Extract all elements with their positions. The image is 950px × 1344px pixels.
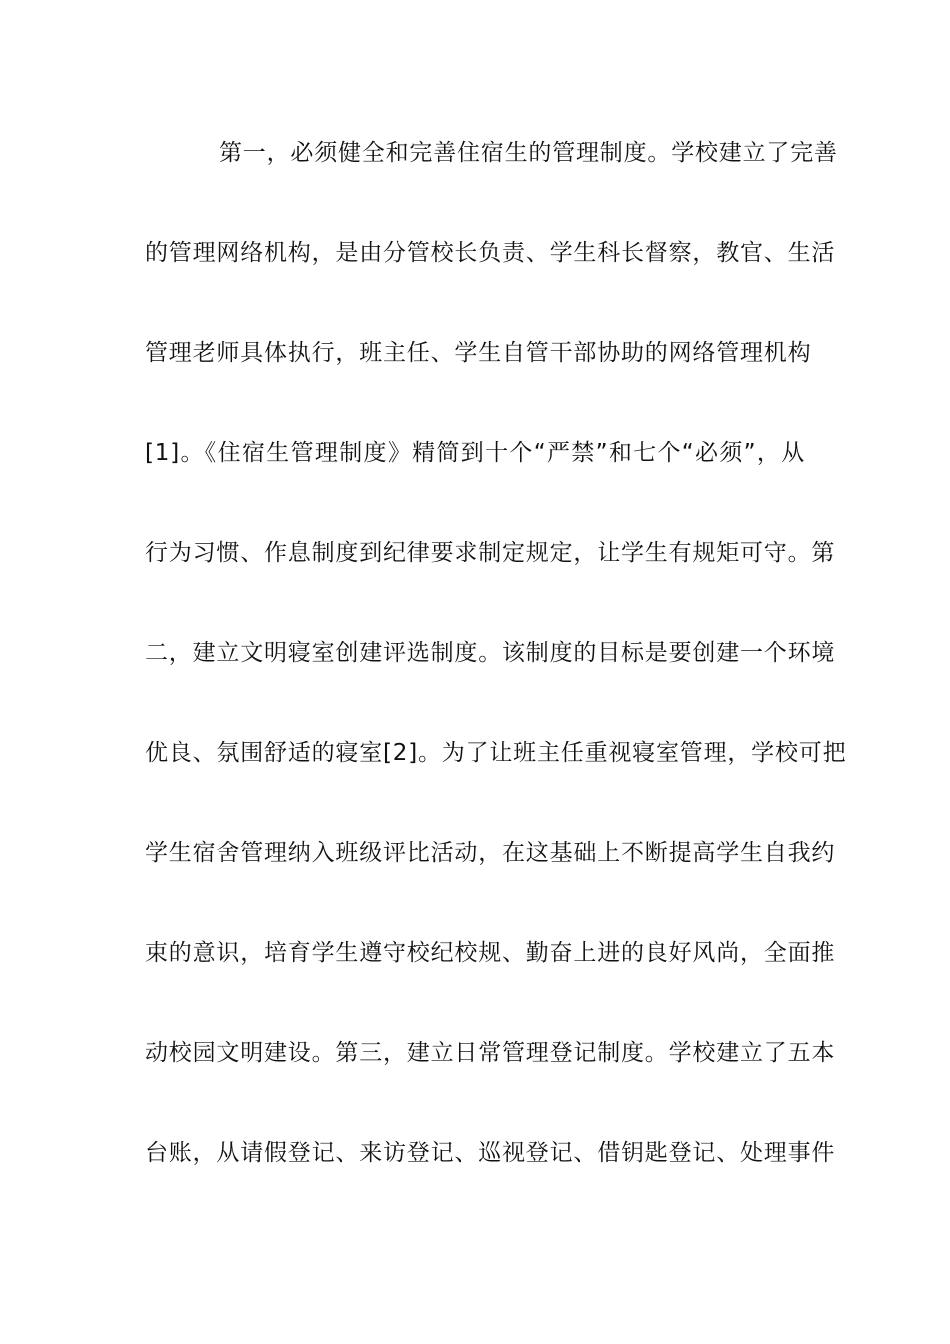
paragraph-line: 台账，从请假登记、来访登记、巡视登记、借钥匙登记、处理事件	[145, 1140, 836, 1166]
paragraph-line: 学生宿舍管理纳入班级评比活动，在这基础上不断提高学生自我约	[145, 840, 836, 866]
paragraph-line: 束的意识，培育学生遵守校纪校规、勤奋上进的良好风尚，全面推	[145, 940, 836, 966]
paragraph-line: 第一，必须健全和完善住宿生的管理制度。学校建立了完善	[219, 140, 838, 166]
paragraph-line: 管理老师具体执行，班主任、学生自管干部协助的网络管理机构	[145, 340, 812, 366]
paragraph-line: 的管理网络机构，是由分管校长负责、学生科长督察，教官、生活	[145, 240, 836, 266]
paragraph-line: 动校园文明建设。第三，建立日常管理登记制度。学校建立了五本	[145, 1040, 836, 1066]
paragraph-line: 二，建立文明寝室创建评选制度。该制度的目标是要创建一个环境	[145, 640, 836, 666]
paragraph-line: 优良、氛围舒适的寝室[2]。为了让班主任重视寝室管理，学校可把	[145, 740, 847, 766]
paragraph-line: 行为习惯、作息制度到纪律要求制定规定，让学生有规矩可守。第	[145, 540, 836, 566]
paragraph-line: [1]。《住宿生管理制度》精简到十个“严禁”和七个“必须”，从	[145, 440, 805, 466]
body-paragraph	[145, 124, 847, 1224]
